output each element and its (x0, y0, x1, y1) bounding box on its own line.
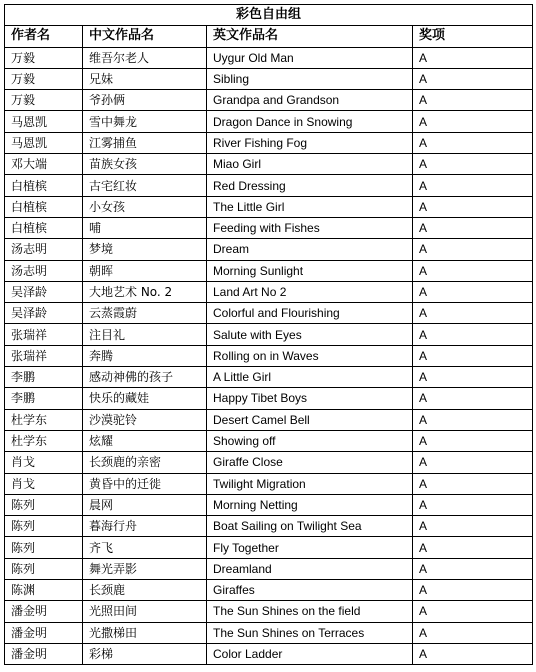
cell-en-title: Giraffe Close (207, 452, 413, 473)
cell-en-title: A Little Girl (207, 367, 413, 388)
cell-award: A (413, 175, 533, 196)
cell-award: A (413, 643, 533, 664)
cell-award: A (413, 473, 533, 494)
cell-cn-title: 注目礼 (83, 324, 207, 345)
cell-author: 万毅 (5, 47, 83, 68)
cell-en-title: Rolling on in Waves (207, 345, 413, 366)
header-en-title: 英文作品名 (207, 26, 413, 47)
cell-cn-title: 齐飞 (83, 537, 207, 558)
table-row (5, 643, 533, 664)
cell-award: A (413, 516, 533, 537)
cell-award: A (413, 47, 533, 68)
cell-author: 白植槟 (5, 196, 83, 217)
cell-en-title: Dragon Dance in Snowing (207, 111, 413, 132)
cell-en-title: Grandpa and Grandson (207, 90, 413, 111)
cell-en-title: Twilight Migration (207, 473, 413, 494)
cell-en-title: Sibling (207, 68, 413, 89)
cell-en-title: The Little Girl (207, 196, 413, 217)
cell-award: A (413, 601, 533, 622)
cell-award: A (413, 196, 533, 217)
cell-cn-title: 感动神佛的孩子 (83, 367, 207, 388)
cell-award: A (413, 260, 533, 281)
cell-author: 肖戈 (5, 473, 83, 494)
table-row (5, 239, 533, 260)
cell-author: 白植槟 (5, 217, 83, 238)
cell-award: A (413, 537, 533, 558)
cell-en-title: River Fishing Fog (207, 132, 413, 153)
cell-cn-title: 雪中舞龙 (83, 111, 207, 132)
cell-en-title: Miao Girl (207, 154, 413, 175)
cell-en-title: The Sun Shines on Terraces (207, 622, 413, 643)
cell-en-title: Giraffes (207, 580, 413, 601)
cell-award: A (413, 217, 533, 238)
table-body (5, 47, 533, 665)
cell-cn-title: 彩梯 (83, 643, 207, 664)
cell-award: A (413, 324, 533, 345)
table-row (5, 132, 533, 153)
cell-cn-title: 朝晖 (83, 260, 207, 281)
table-row (5, 430, 533, 451)
cell-award: A (413, 303, 533, 324)
cell-cn-title: 光撒梯田 (83, 622, 207, 643)
cell-author: 潘金明 (5, 601, 83, 622)
table-title: 彩色自由组 (5, 5, 533, 26)
cell-award: A (413, 367, 533, 388)
cell-award: A (413, 345, 533, 366)
award-table (4, 4, 533, 665)
cell-en-title: Color Ladder (207, 643, 413, 664)
cell-author: 万毅 (5, 68, 83, 89)
cell-cn-title: 炫耀 (83, 430, 207, 451)
cell-author: 马恩凯 (5, 111, 83, 132)
table-row (5, 494, 533, 515)
table-row (5, 196, 533, 217)
cell-award: A (413, 388, 533, 409)
cell-author: 张瑞祥 (5, 345, 83, 366)
table-row (5, 388, 533, 409)
cell-award: A (413, 430, 533, 451)
cell-cn-title: 爷孙俩 (83, 90, 207, 111)
cell-author: 李鹏 (5, 388, 83, 409)
cell-author: 陈列 (5, 537, 83, 558)
cell-award: A (413, 154, 533, 175)
table-row (5, 154, 533, 175)
cell-en-title: Dreamland (207, 558, 413, 579)
cell-author: 邓大端 (5, 154, 83, 175)
cell-cn-title: 长颈鹿的亲密 (83, 452, 207, 473)
cell-cn-title: 江雾捕鱼 (83, 132, 207, 153)
cell-cn-title: 舞光弄影 (83, 558, 207, 579)
cell-author: 马恩凯 (5, 132, 83, 153)
cell-en-title: Colorful and Flourishing (207, 303, 413, 324)
cell-author: 潘金明 (5, 622, 83, 643)
table-row (5, 345, 533, 366)
cell-award: A (413, 452, 533, 473)
table-row (5, 111, 533, 132)
cell-cn-title: 黄昏中的迁徙 (83, 473, 207, 494)
cell-cn-title: 云蒸霞蔚 (83, 303, 207, 324)
table-row (5, 175, 533, 196)
cell-cn-title: 长颈鹿 (83, 580, 207, 601)
cell-en-title: Uygur Old Man (207, 47, 413, 68)
cell-cn-title: 沙漠驼铃 (83, 409, 207, 430)
cell-award: A (413, 111, 533, 132)
cell-cn-title: 古宅红妆 (83, 175, 207, 196)
table-row (5, 281, 533, 302)
table-row (5, 217, 533, 238)
cell-author: 杜学东 (5, 430, 83, 451)
cell-cn-title: 暮海行舟 (83, 516, 207, 537)
cell-author: 白植槟 (5, 175, 83, 196)
cell-cn-title: 快乐的藏娃 (83, 388, 207, 409)
table-row (5, 324, 533, 345)
cell-cn-title: 梦境 (83, 239, 207, 260)
table-row (5, 473, 533, 494)
table-row (5, 622, 533, 643)
table-row (5, 601, 533, 622)
header-author: 作者名 (5, 26, 83, 47)
table-title-row (5, 5, 533, 26)
cell-author: 陈列 (5, 558, 83, 579)
cell-award: A (413, 281, 533, 302)
cell-en-title: Showing off (207, 430, 413, 451)
table-row (5, 367, 533, 388)
table-row (5, 260, 533, 281)
cell-author: 吴泽龄 (5, 281, 83, 302)
cell-cn-title: 哺 (83, 217, 207, 238)
cell-award: A (413, 558, 533, 579)
cell-en-title: Happy Tibet Boys (207, 388, 413, 409)
cell-author: 汤志明 (5, 260, 83, 281)
table-row (5, 558, 533, 579)
cell-cn-title: 小女孩 (83, 196, 207, 217)
table-row (5, 68, 533, 89)
cell-award: A (413, 68, 533, 89)
table-row (5, 47, 533, 68)
table-row (5, 452, 533, 473)
cell-cn-title: 奔腾 (83, 345, 207, 366)
cell-en-title: Dream (207, 239, 413, 260)
cell-en-title: Feeding with Fishes (207, 217, 413, 238)
cell-award: A (413, 409, 533, 430)
cell-cn-title: 光照田间 (83, 601, 207, 622)
cell-author: 陈列 (5, 516, 83, 537)
cell-en-title: Desert Camel Bell (207, 409, 413, 430)
table-row (5, 409, 533, 430)
cell-author: 吴泽龄 (5, 303, 83, 324)
cell-author: 汤志明 (5, 239, 83, 260)
cell-author: 杜学东 (5, 409, 83, 430)
table-row (5, 537, 533, 558)
cell-en-title: Land Art No 2 (207, 281, 413, 302)
header-award: 奖项 (413, 26, 533, 47)
cell-author: 陈列 (5, 494, 83, 515)
cell-en-title: Morning Sunlight (207, 260, 413, 281)
cell-author: 肖戈 (5, 452, 83, 473)
cell-award: A (413, 90, 533, 111)
table-row (5, 516, 533, 537)
cell-cn-title: 维吾尔老人 (83, 47, 207, 68)
cell-award: A (413, 580, 533, 601)
cell-en-title: Morning Netting (207, 494, 413, 515)
cell-author: 张瑞祥 (5, 324, 83, 345)
cell-author: 万毅 (5, 90, 83, 111)
cell-award: A (413, 622, 533, 643)
cell-award: A (413, 132, 533, 153)
header-cn-title: 中文作品名 (83, 26, 207, 47)
table-row (5, 580, 533, 601)
cell-en-title: Boat Sailing on Twilight Sea (207, 516, 413, 537)
table-row (5, 90, 533, 111)
cell-cn-title: 兄妹 (83, 68, 207, 89)
cell-author: 潘金明 (5, 643, 83, 664)
cell-award: A (413, 239, 533, 260)
cell-author: 李鹏 (5, 367, 83, 388)
cell-cn-title: 大地艺术 No. 2 (83, 281, 207, 302)
cell-author: 陈渊 (5, 580, 83, 601)
cell-cn-title: 苗族女孩 (83, 154, 207, 175)
cell-cn-title: 晨网 (83, 494, 207, 515)
table-header-row (5, 26, 533, 47)
cell-award: A (413, 494, 533, 515)
cell-en-title: The Sun Shines on the field (207, 601, 413, 622)
cell-en-title: Red Dressing (207, 175, 413, 196)
table-row (5, 303, 533, 324)
cell-en-title: Salute with Eyes (207, 324, 413, 345)
cell-en-title: Fly Together (207, 537, 413, 558)
